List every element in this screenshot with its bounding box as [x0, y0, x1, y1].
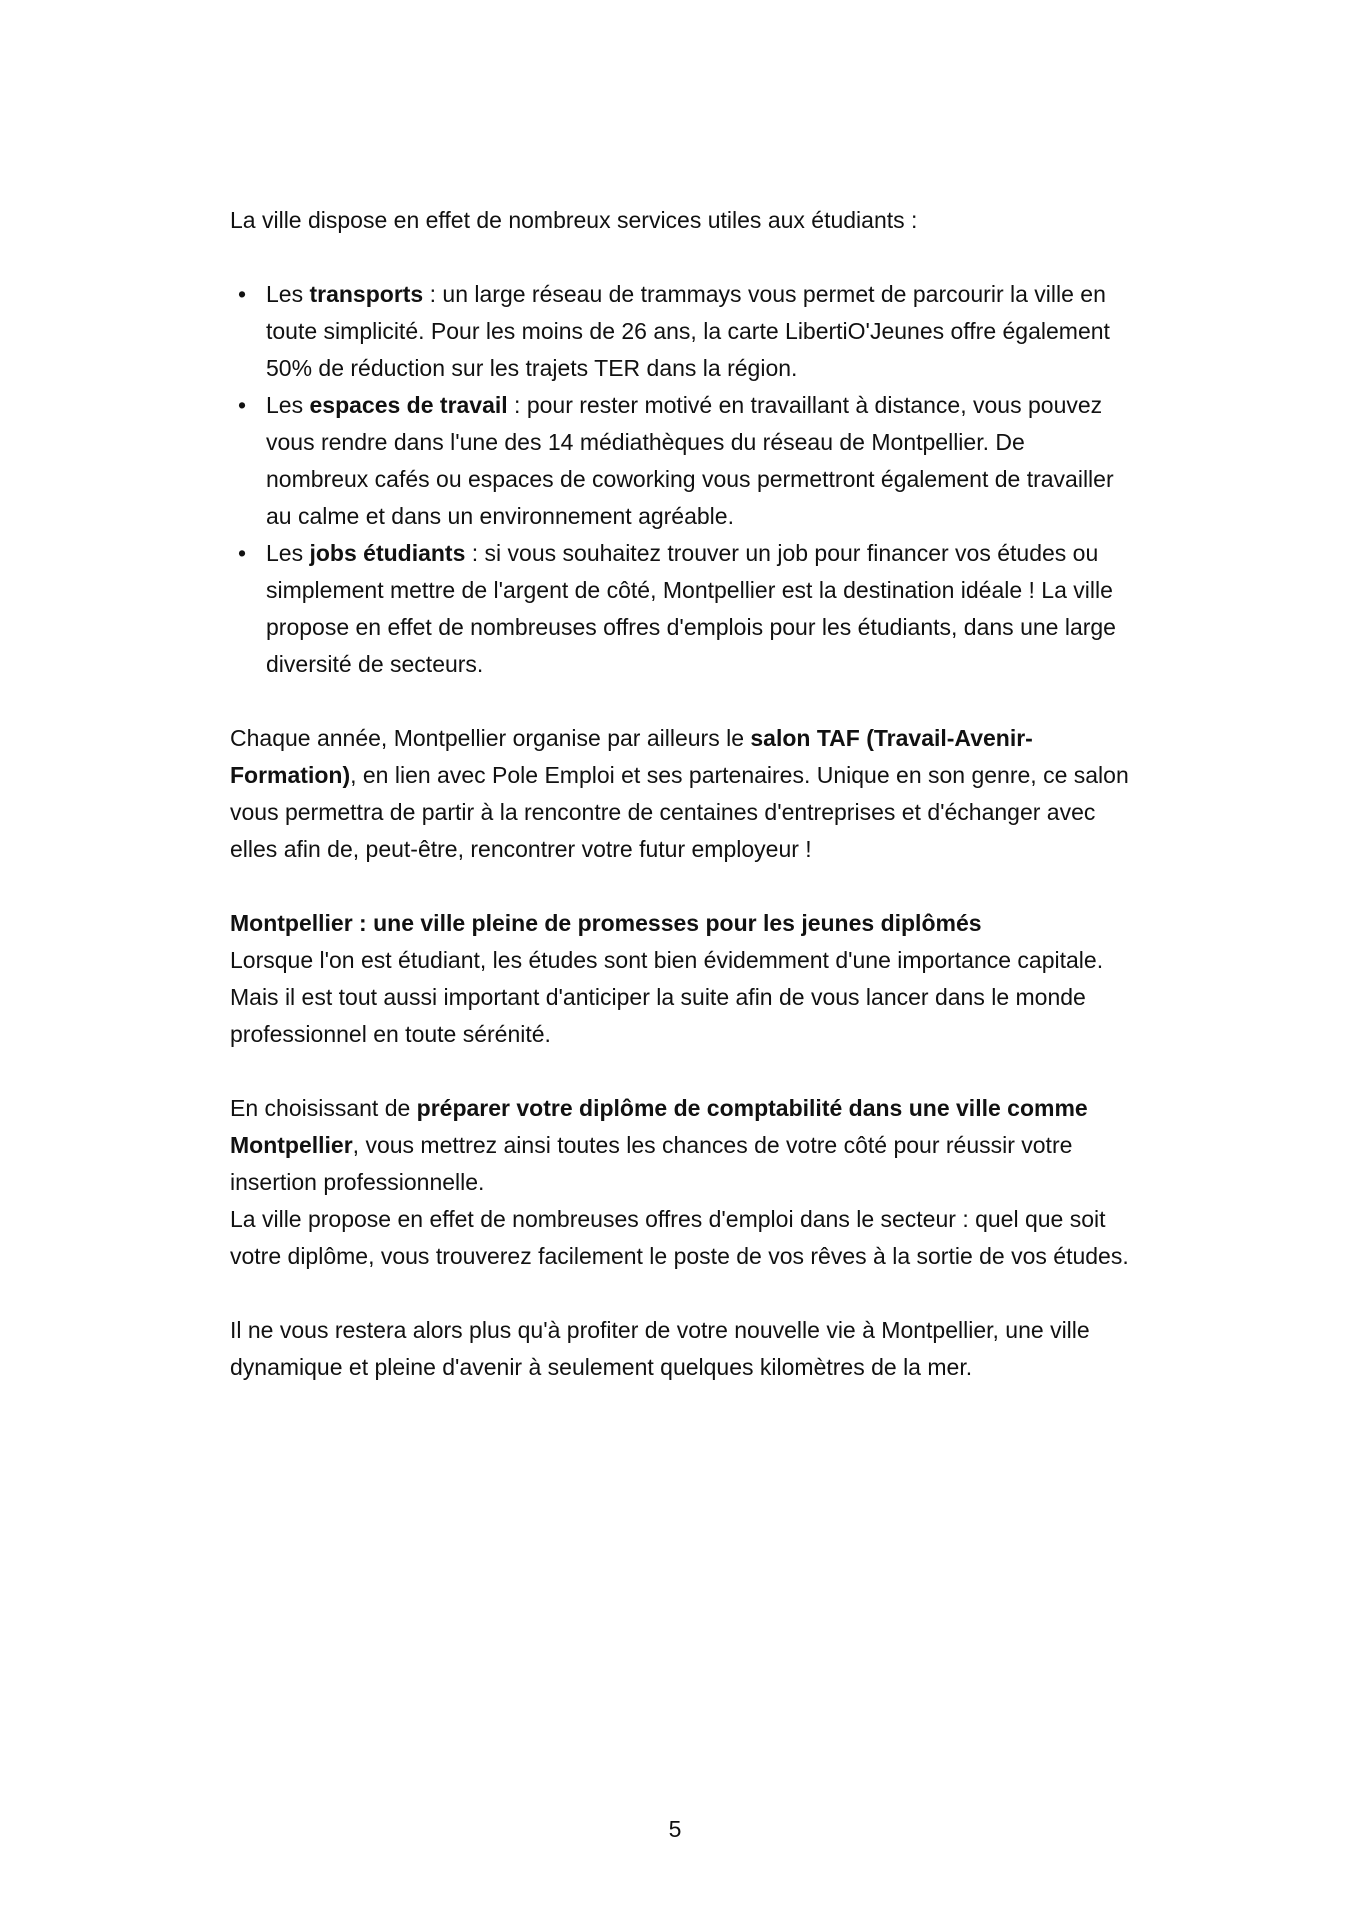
diploma-paragraph	[230, 1090, 1130, 1201]
diploma-text-before: En choisissant de	[230, 1095, 417, 1121]
bullet-icon: •	[238, 281, 247, 307]
item-keyword: transports	[309, 281, 424, 307]
spacer	[230, 1053, 1130, 1090]
closing-paragraph: Il ne vous restera alors plus qu'à profiter de votre nouvelle vie à Montpellier, une ville dynamique et pleine d'avenir à seulement quelques kilomètres de la mer.	[230, 1317, 1090, 1380]
diploma-text-after: , vous mettrez ainsi toutes les chances de votre côté pour réussir votre insertion professionnelle.	[230, 1132, 1073, 1195]
section-heading	[230, 905, 1130, 942]
list-item-workspaces	[230, 387, 1130, 535]
item-text: : pour rester motivé en travaillant à distance, vous pouvez vous rendre dans l'une des 14 médiathèques du réseau de Montpellier. De nombreux cafés ou espaces de coworking vous permettront également de travailler au calme et dans un environnement agréable.	[266, 392, 1114, 529]
item-prefix: Les	[266, 540, 310, 566]
page-content	[230, 202, 1130, 1386]
services-list	[230, 276, 1130, 683]
item-keyword: espaces de travail	[309, 392, 508, 418]
section-paragraph: Lorsque l'on est étudiant, les études sont bien évidemment d'une importance capitale. Mais il est tout aussi important d'anticiper la suite afin de vous lancer dans le monde professionnel en toute sérénité.	[230, 947, 1104, 1047]
list-item-transports	[230, 276, 1130, 387]
spacer	[230, 683, 1130, 720]
bullet-icon: •	[238, 392, 247, 418]
spacer	[230, 868, 1130, 905]
item-keyword: jobs étudiants	[309, 540, 466, 566]
salon-keyword: salon TAF (Travail-Avenir-Formation)	[230, 725, 1033, 788]
intro-paragraph: La ville dispose en effet de nombreux services utiles aux étudiants :	[230, 207, 918, 233]
page-number: 5	[668, 1816, 682, 1842]
item-prefix: Les	[266, 392, 310, 418]
diploma-second-paragraph: La ville propose en effet de nombreuses offres d'emploi dans le secteur : quel que soit votre diplôme, vous trouverez facilement le poste de vos rêves à la sortie de vos études.	[230, 1206, 1129, 1269]
spacer	[230, 239, 1130, 276]
item-text: : un large réseau de trammays vous permet de parcourir la ville en toute simplicité. Pour les moins de 26 ans, la carte LibertiO'Jeunes offre également 50% de réduction sur les trajets TER dans la région.	[266, 281, 1110, 381]
salon-text-before: Chaque année, Montpellier organise par ailleurs le	[230, 725, 751, 751]
list-item-student-jobs	[230, 535, 1130, 683]
item-prefix: Les	[266, 281, 310, 307]
section-heading-text: Montpellier : une ville pleine de promesses pour les jeunes diplômés	[230, 910, 982, 936]
salon-text-after: , en lien avec Pole Emploi et ses partenaires. Unique en son genre, ce salon vous permettra de partir à la rencontre de centaines d'entreprises et d'échanger avec elles afin de, peut-être, rencontrer votre futur employeur !	[230, 762, 1129, 862]
spacer	[230, 1275, 1130, 1312]
diploma-keyword: préparer votre diplôme de comptabilité dans une ville comme Montpellier	[230, 1095, 1088, 1158]
item-text: : si vous souhaitez trouver un job pour financer vos études ou simplement mettre de l'argent de côté, Montpellier est la destination idéale ! La ville propose en effet de nombreuses offres d'emplois pour les étudiants, dans une large diversité de secteurs.	[266, 540, 1116, 677]
salon-paragraph	[230, 720, 1130, 868]
bullet-icon: •	[238, 540, 247, 566]
